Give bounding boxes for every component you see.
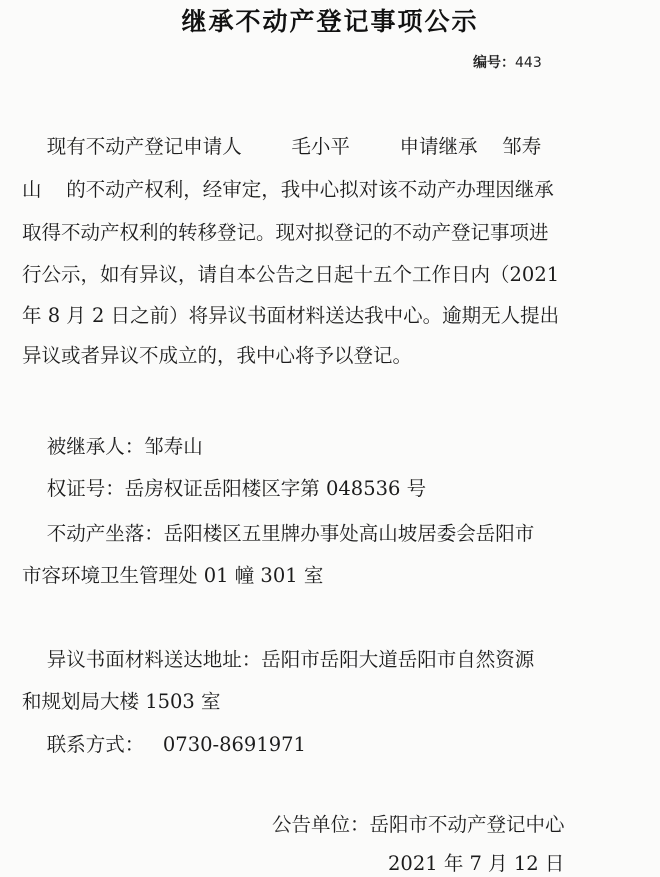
body-line-3: 取得不动产权利的转移登记。现对拟登记的不动产登记事项进 bbox=[22, 221, 549, 244]
body-line-1: 现有不动产登记申请人 毛小平 申请继承 邹寿 bbox=[22, 135, 542, 158]
document-number-label: 编号： bbox=[473, 55, 515, 71]
document-title: 继承不动产登记事项公示 bbox=[181, 7, 479, 36]
issuer-line: 公告单位：岳阳市不动产登记中心 bbox=[272, 813, 565, 836]
address-line-2: 和规划局大楼 1503 室 bbox=[22, 690, 221, 713]
location-line-2: 市容环境卫生管理处 01 幢 301 室 bbox=[22, 564, 324, 587]
certificate-line: 权证号：岳房权证岳阳楼区字第 048536 号 bbox=[22, 477, 427, 500]
body-line-2: 山 的不动产权利，经审定，我中心拟对该不动产办理因继承 bbox=[22, 178, 554, 201]
location-line-1: 不动产坐落：岳阳楼区五里牌办事处高山坡居委会岳阳市 bbox=[22, 522, 535, 545]
body-line-5: 年 8 月 2 日之前）将异议书面材料送达我中心。逾期无人提出 bbox=[22, 304, 560, 327]
body-line-4: 行公示，如有异议，请自本公告之日起十五个工作日内（2021 bbox=[22, 263, 560, 286]
document-number bbox=[473, 52, 542, 72]
decedent-line: 被继承人：邹寿山 bbox=[22, 435, 203, 458]
contact-line: 联系方式： 0730-8691971 bbox=[22, 733, 306, 756]
body-line-6: 异议或者异议不成立的，我中心将予以登记。 bbox=[22, 344, 413, 367]
issue-date: 2021 年 7 月 12 日 bbox=[388, 852, 565, 875]
address-line-1: 异议书面材料送达地址：岳阳市岳阳大道岳阳市自然资源 bbox=[22, 648, 535, 671]
document-number-value: 443 bbox=[515, 55, 542, 71]
